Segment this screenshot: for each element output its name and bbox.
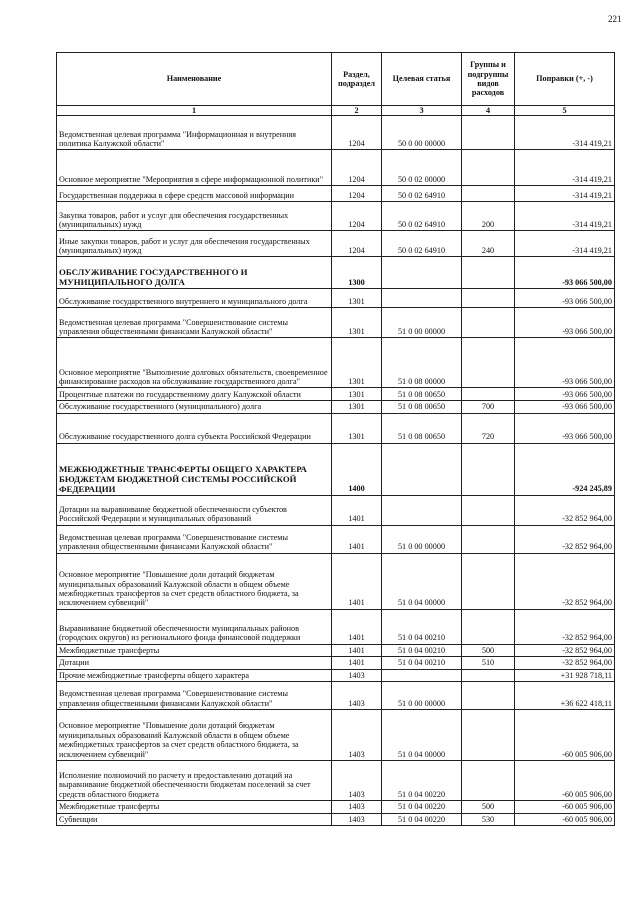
row-section-code: 1301: [332, 401, 382, 413]
row-expense-group: [462, 116, 515, 150]
row-expense-group: [462, 289, 515, 308]
row-amount: -314 419,21: [515, 231, 615, 257]
table-row: [57, 553, 615, 609]
header-target: Целевая статья: [382, 53, 462, 106]
row-target-article: 50 0 02 64910: [382, 231, 462, 257]
row-expense-group: 530: [462, 813, 515, 825]
row-target-article: 51 0 04 00210: [382, 657, 462, 669]
header-amount: Поправки (+, -): [515, 53, 615, 106]
row-amount: -924 245,89: [515, 443, 615, 495]
row-expense-group: 510: [462, 657, 515, 669]
row-amount: -32 852 964,00: [515, 609, 615, 644]
table-body: [57, 116, 615, 826]
row-target-article: 50 0 02 64910: [382, 186, 462, 202]
row-name: Основное мероприятие "Мероприятия в сфере информационной политики": [57, 150, 332, 186]
table-row: [57, 644, 615, 656]
row-name: Процентные платежи по государственному долгу Калужской области: [57, 388, 332, 401]
row-target-article: 51 0 08 00650: [382, 388, 462, 401]
row-expense-group: [462, 443, 515, 495]
row-amount: -60 005 906,00: [515, 813, 615, 825]
row-amount: -60 005 906,00: [515, 801, 615, 813]
table-row: [57, 495, 615, 525]
row-target-article: 51 0 04 00000: [382, 710, 462, 761]
row-target-article: [382, 289, 462, 308]
table-row: [57, 710, 615, 761]
table-row: [57, 231, 615, 257]
row-amount: -32 852 964,00: [515, 495, 615, 525]
row-name: Ведомственная целевая программа "Информационная и внутренняя политика Калужской области": [57, 116, 332, 150]
row-section-code: 1401: [332, 495, 382, 525]
table-row: [57, 388, 615, 401]
row-expense-group: [462, 609, 515, 644]
row-expense-group: 700: [462, 401, 515, 413]
table-row: [57, 609, 615, 644]
row-expense-group: [462, 710, 515, 761]
row-expense-group: [462, 338, 515, 388]
row-amount: -93 066 500,00: [515, 289, 615, 308]
row-name: ОБСЛУЖИВАНИЕ ГОСУДАРСТВЕННОГО И МУНИЦИПАЛЬНОГО ДОЛГА: [57, 257, 332, 289]
column-index: 5: [515, 106, 615, 116]
row-target-article: [382, 669, 462, 681]
row-expense-group: 720: [462, 413, 515, 443]
row-name: Основное мероприятие "Повышение доли дотаций бюджетам муниципальных образований Калужской области в общем объеме межбюджетных трансфертов за счет средств областного бюджета, за исключением субвенций": [57, 710, 332, 761]
row-amount: -32 852 964,00: [515, 657, 615, 669]
table-row: [57, 682, 615, 710]
row-section-code: 1204: [332, 150, 382, 186]
column-index: 4: [462, 106, 515, 116]
row-amount: -32 852 964,00: [515, 553, 615, 609]
table-row: [57, 801, 615, 813]
row-amount: -314 419,21: [515, 150, 615, 186]
row-name: Межбюджетные трансферты: [57, 801, 332, 813]
row-target-article: 51 0 04 00210: [382, 644, 462, 656]
row-expense-group: 240: [462, 231, 515, 257]
row-amount: +31 928 718,11: [515, 669, 615, 681]
row-name: Государственная поддержка в сфере средств массовой информации: [57, 186, 332, 202]
row-amount: -314 419,21: [515, 202, 615, 231]
row-section-code: 1401: [332, 525, 382, 553]
row-section-code: 1401: [332, 609, 382, 644]
row-name: Ведомственная целевая программа "Совершенствование системы управления общественными финансами Калужской области": [57, 525, 332, 553]
row-name: Ведомственная целевая программа "Совершенствование системы управления общественными финансами Калужской области": [57, 682, 332, 710]
row-expense-group: [462, 682, 515, 710]
table-row: [57, 150, 615, 186]
row-amount: -314 419,21: [515, 186, 615, 202]
row-target-article: 51 0 04 00220: [382, 761, 462, 801]
row-target-article: 51 0 08 00650: [382, 413, 462, 443]
row-name: Обслуживание государственного внутреннего и муниципального долга: [57, 289, 332, 308]
row-name: Обслуживание государственного (муниципального) долга: [57, 401, 332, 413]
row-section-code: 1403: [332, 761, 382, 801]
row-expense-group: 500: [462, 644, 515, 656]
row-section-code: 1403: [332, 669, 382, 681]
row-expense-group: [462, 308, 515, 338]
column-index: 1: [57, 106, 332, 116]
row-section-code: 1204: [332, 231, 382, 257]
header-group: Группы и подгруппы видов расходов: [462, 53, 515, 106]
row-amount: -60 005 906,00: [515, 710, 615, 761]
row-target-article: 51 0 08 00650: [382, 401, 462, 413]
row-name: Основное мероприятие "Выполнение долговых обязательств, своевременное финансирование расходов на обслуживание государственного долга": [57, 338, 332, 388]
row-section-code: 1204: [332, 116, 382, 150]
column-index-row: [57, 106, 615, 116]
row-name: Межбюджетные трансферты: [57, 644, 332, 656]
row-target-article: 51 0 00 00000: [382, 682, 462, 710]
table-row: [57, 413, 615, 443]
row-target-article: 50 0 00 00000: [382, 116, 462, 150]
row-target-article: 50 0 02 64910: [382, 202, 462, 231]
row-target-article: [382, 495, 462, 525]
row-section-code: 1403: [332, 801, 382, 813]
row-expense-group: [462, 669, 515, 681]
row-section-code: 1301: [332, 338, 382, 388]
row-amount: +36 622 418,11: [515, 682, 615, 710]
row-amount: -93 066 500,00: [515, 308, 615, 338]
row-name: Субвенции: [57, 813, 332, 825]
budget-amendments-table: [56, 52, 615, 826]
row-section-code: 1403: [332, 710, 382, 761]
row-amount: -60 005 906,00: [515, 761, 615, 801]
row-section-code: 1301: [332, 308, 382, 338]
row-target-article: 51 0 00 00000: [382, 525, 462, 553]
row-target-article: 51 0 08 00000: [382, 338, 462, 388]
row-section-code: 1400: [332, 443, 382, 495]
row-name: Исполнение полномочий по расчету и предоставлению дотаций на выравнивание бюджетной обеспеченности бюджетам поселений за счет средств областного бюджета: [57, 761, 332, 801]
row-name: Закупка товаров, работ и услуг для обеспечения государственных (муниципальных) нужд: [57, 202, 332, 231]
row-target-article: 51 0 04 00220: [382, 801, 462, 813]
row-name: Дотации на выравнивание бюджетной обеспеченности субъектов Российской Федерации и муниципальных образований: [57, 495, 332, 525]
row-amount: -93 066 500,00: [515, 257, 615, 289]
table-row: [57, 257, 615, 289]
column-index: 3: [382, 106, 462, 116]
row-target-article: 51 0 04 00210: [382, 609, 462, 644]
row-target-article: 51 0 04 00220: [382, 813, 462, 825]
header-section: Раздел, подраздел: [332, 53, 382, 106]
row-amount: -32 852 964,00: [515, 525, 615, 553]
row-target-article: [382, 257, 462, 289]
row-section-code: 1301: [332, 413, 382, 443]
table-row: [57, 813, 615, 825]
table-row: [57, 669, 615, 681]
row-expense-group: [462, 186, 515, 202]
row-expense-group: 200: [462, 202, 515, 231]
table-row: [57, 186, 615, 202]
row-target-article: 51 0 00 00000: [382, 308, 462, 338]
row-section-code: 1301: [332, 388, 382, 401]
row-target-article: [382, 443, 462, 495]
table-row: [57, 338, 615, 388]
table-row: [57, 116, 615, 150]
row-expense-group: [462, 388, 515, 401]
row-amount: -93 066 500,00: [515, 338, 615, 388]
row-amount: -93 066 500,00: [515, 388, 615, 401]
row-expense-group: [462, 525, 515, 553]
row-amount: -93 066 500,00: [515, 401, 615, 413]
row-amount: -93 066 500,00: [515, 413, 615, 443]
row-expense-group: [462, 495, 515, 525]
table-row: [57, 657, 615, 669]
row-expense-group: [462, 150, 515, 186]
row-amount: -32 852 964,00: [515, 644, 615, 656]
table-row: [57, 443, 615, 495]
row-section-code: 1300: [332, 257, 382, 289]
row-name: Обслуживание государственного долга субъекта Российской Федерации: [57, 413, 332, 443]
row-section-code: 1403: [332, 813, 382, 825]
row-name: Дотации: [57, 657, 332, 669]
row-target-article: 50 0 02 00000: [382, 150, 462, 186]
row-amount: -314 419,21: [515, 116, 615, 150]
table-row: [57, 401, 615, 413]
row-section-code: 1401: [332, 657, 382, 669]
row-expense-group: [462, 553, 515, 609]
row-target-article: 51 0 04 00000: [382, 553, 462, 609]
header-name: Наименование: [57, 53, 332, 106]
row-name: МЕЖБЮДЖЕТНЫЕ ТРАНСФЕРТЫ ОБЩЕГО ХАРАКТЕРА БЮДЖЕТАМ БЮДЖЕТНОЙ СИСТЕМЫ РОССИЙСКОЙ ФЕДЕРАЦИИ: [57, 443, 332, 495]
page-number: 221: [608, 14, 622, 24]
row-expense-group: [462, 257, 515, 289]
row-section-code: 1401: [332, 644, 382, 656]
row-section-code: 1403: [332, 682, 382, 710]
row-section-code: 1301: [332, 289, 382, 308]
row-section-code: 1204: [332, 186, 382, 202]
table-row: [57, 525, 615, 553]
row-expense-group: 500: [462, 801, 515, 813]
row-section-code: 1204: [332, 202, 382, 231]
table-row: [57, 289, 615, 308]
row-name: Прочие межбюджетные трансферты общего характера: [57, 669, 332, 681]
row-name: Основное мероприятие "Повышение доли дотаций бюджетам муниципальных образований Калужской области в общем объеме межбюджетных трансфертов за счет средств областного бюджета, за исключением субвенций": [57, 553, 332, 609]
row-expense-group: [462, 761, 515, 801]
table-header-row: [57, 53, 615, 106]
row-name: Выравнивание бюджетной обеспеченности муниципальных районов (городских округов) из регионального фонда финансовой поддержки: [57, 609, 332, 644]
row-section-code: 1401: [332, 553, 382, 609]
row-name: Ведомственная целевая программа "Совершенствование системы управления общественными финансами Калужской области": [57, 308, 332, 338]
row-name: Иные закупки товаров, работ и услуг для обеспечения государственных (муниципальных) нужд: [57, 231, 332, 257]
column-index: 2: [332, 106, 382, 116]
table-row: [57, 308, 615, 338]
table-row: [57, 202, 615, 231]
table-row: [57, 761, 615, 801]
